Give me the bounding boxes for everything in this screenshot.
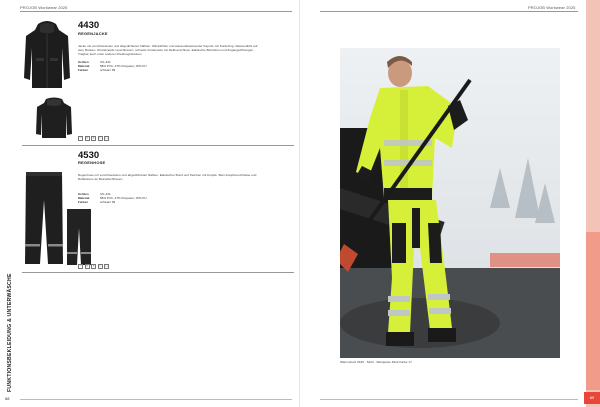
product-number: 4530 [78,150,100,161]
worker-photo [340,48,560,358]
spec-label: Farben [78,200,89,204]
spec-label: Größen [78,192,89,196]
spec-value: 58% PVC, 27% Polyester, 15% PU [100,64,147,68]
spec-value: schwarz 99 [100,200,116,204]
product-description: Regenhose mit verschweissten und abgedichteten Nähten. Elastischer Bund und Taschen mit Knopfe. Bein-Knopfverschlüsse und Reflektoren an Beinabschlüssen. [78,173,257,182]
no-dryclean-icon: ○ [98,136,102,141]
no-tumble-dry-icon: □ [105,136,108,141]
worker-photo-illustration [340,48,560,358]
no-dryclean-icon: ○ [98,264,102,269]
product-name: REGENJACKE [78,31,108,36]
section-tab-label: FUNKTIONSBEKLEIDUNG & UNTERWÄSCHE [7,273,13,392]
trousers-image [24,170,64,266]
care-icons [78,264,109,269]
right-section-tab-highlight [586,232,600,390]
spec-row [78,68,147,72]
right-footer-rule [320,399,578,400]
photo-caption: Warnschutz 6436 · 6443 · Warnjacke 6412 Farbe 17 [340,360,412,364]
trousers-back-image [66,208,92,266]
wash-icon: ~ [79,136,82,141]
right-header-rule [320,11,578,12]
product-specs [78,60,147,72]
left-header-title: PROJOB Workwear 2025 [20,5,68,10]
left-footer-rule [20,399,292,400]
jacket-back-image [36,96,72,140]
wash-icon: ~ [79,264,82,269]
spec-label: Material [78,64,90,68]
spec-label: Material [78,196,90,200]
product-divider [22,145,294,146]
spec-value: XS–4XL [100,192,112,196]
spec-value: schwarz 99 [100,68,116,72]
spec-label: Farben [78,68,89,72]
left-page-number: 68 [5,396,10,401]
spec-row [78,200,147,204]
spec-label: Größen [78,60,89,64]
no-bleach-icon: × [85,136,89,141]
spec-value: 58% PVC, 27% Polyester, 15% PU [100,196,147,200]
left-section-tab [0,252,15,392]
right-header-title: PROJOB Workwear 2025 [528,5,576,10]
no-tumble-dry-icon: □ [105,264,108,269]
jacket-image [24,18,70,96]
care-icons [78,136,109,141]
product-divider [22,272,294,273]
spec-value: XS–4XL [100,60,112,64]
right-page-number: 69 [584,392,600,404]
product-description: Jacke mit verschweissten und abgedichteten Nähten. Winddichter und wasserabweisender Kapuze mit Kordelzug. Wasserdicht auf dem Rücken. Druckknöpfe verschlossen, schnelle Vorderseite mit Reißverschluss. Elastische Bündchen und Zugangsöffnungen. Tragbar auch unter anderen Kleidungsstücken. [78,44,258,57]
product-specs [78,192,147,204]
no-iron-icon: × [92,264,95,269]
no-iron-icon: × [92,136,95,141]
product-name: REGENHOSE [78,160,106,165]
left-header-rule [20,11,292,12]
product-number: 4430 [78,20,100,31]
no-bleach-icon: × [85,264,89,269]
